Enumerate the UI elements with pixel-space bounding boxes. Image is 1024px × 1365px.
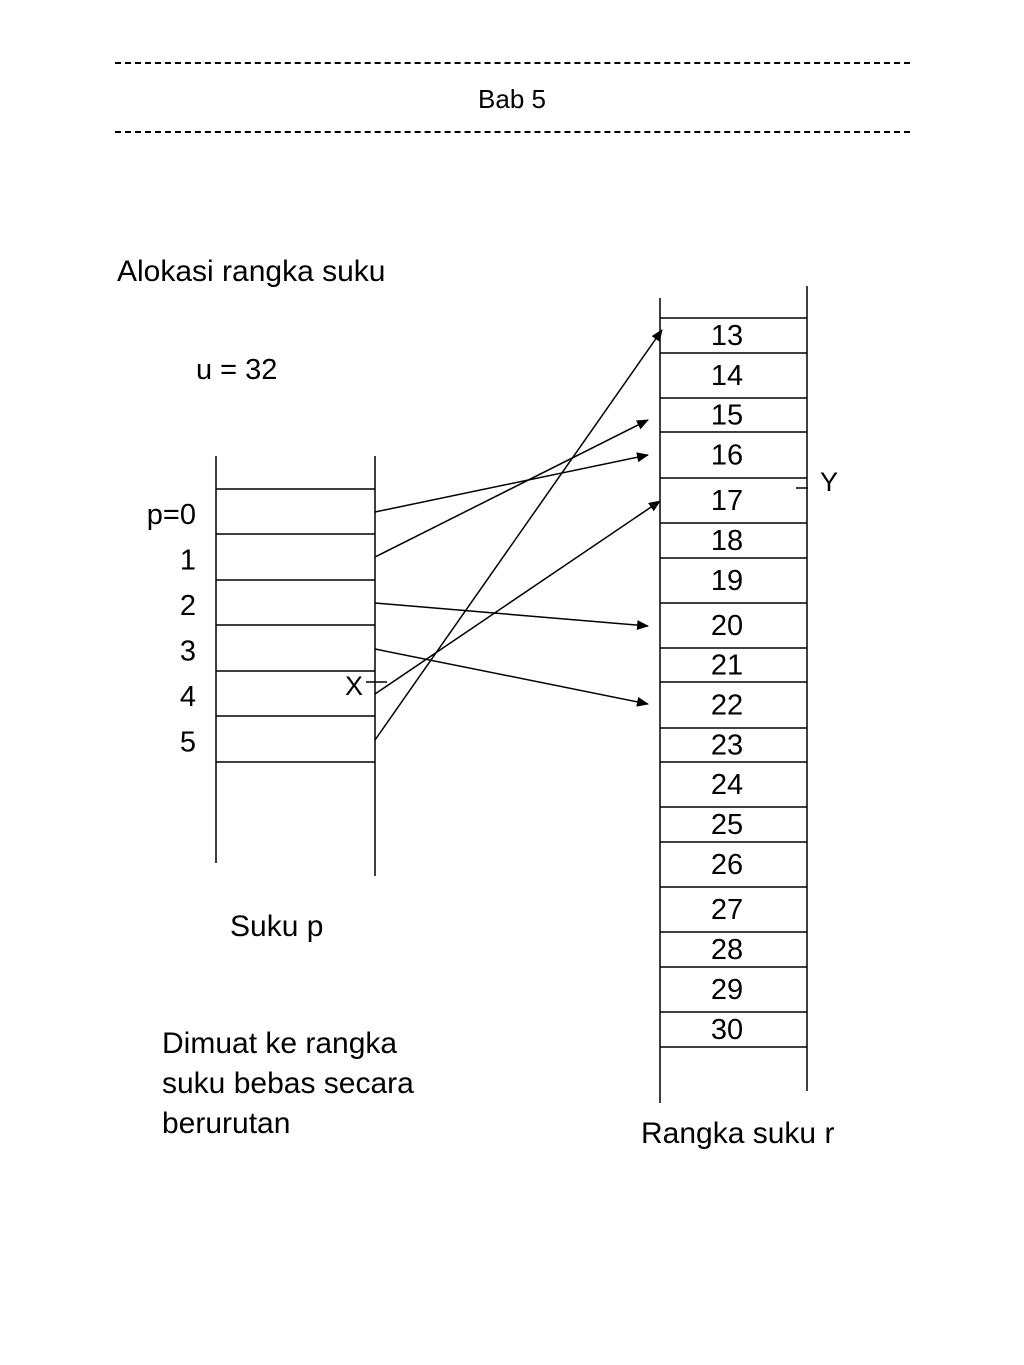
frame-label: 15 [710, 399, 744, 432]
frame-label: 23 [710, 729, 744, 762]
frame-label: 18 [710, 525, 744, 558]
frame-label: 22 [710, 689, 744, 722]
mapping-arrow [375, 649, 648, 704]
page-label: 2 [179, 590, 196, 623]
page-title: Alokasi rangka suku [117, 255, 386, 288]
frame-marker-y: Y [820, 467, 839, 498]
note-line: Dimuat ke rangka [162, 1027, 398, 1060]
frame-label: 19 [710, 565, 744, 598]
mapping-arrow [375, 603, 648, 626]
chapter-header: Bab 5 [478, 84, 546, 114]
page-label: p=0 [146, 499, 196, 532]
note-line: suku bebas secara [162, 1067, 414, 1100]
frame-label: 13 [710, 320, 744, 353]
mapping-arrow [375, 455, 648, 512]
frame-table-caption: Rangka suku r [641, 1117, 835, 1150]
frame-label: 26 [710, 849, 744, 882]
page-label: 4 [179, 681, 196, 714]
frame-label: 17 [710, 485, 744, 518]
mapping-arrows [375, 330, 662, 740]
frame-table [660, 286, 838, 1103]
frame-label: 20 [710, 610, 744, 643]
page-marker-x: X [344, 671, 363, 702]
u-value-label: u = 32 [196, 354, 278, 386]
page-label: 5 [179, 726, 196, 759]
mapping-arrow [375, 501, 660, 694]
frame-label: 21 [710, 649, 744, 682]
page-label: 3 [179, 635, 196, 668]
frame-label: 14 [710, 360, 744, 393]
page-label: 1 [179, 544, 196, 577]
allocation-note [162, 1024, 482, 1144]
frame-label: 27 [710, 894, 744, 927]
frame-label: 25 [710, 809, 744, 842]
page-table [147, 456, 387, 876]
note-line: berurutan [162, 1107, 291, 1140]
frame-label: 24 [710, 769, 744, 802]
frame-label: 30 [710, 1014, 744, 1047]
page-table-caption: Suku p [230, 910, 324, 943]
frame-label: 28 [710, 934, 744, 967]
frame-label: 16 [710, 439, 744, 472]
frame-label: 29 [710, 974, 744, 1007]
